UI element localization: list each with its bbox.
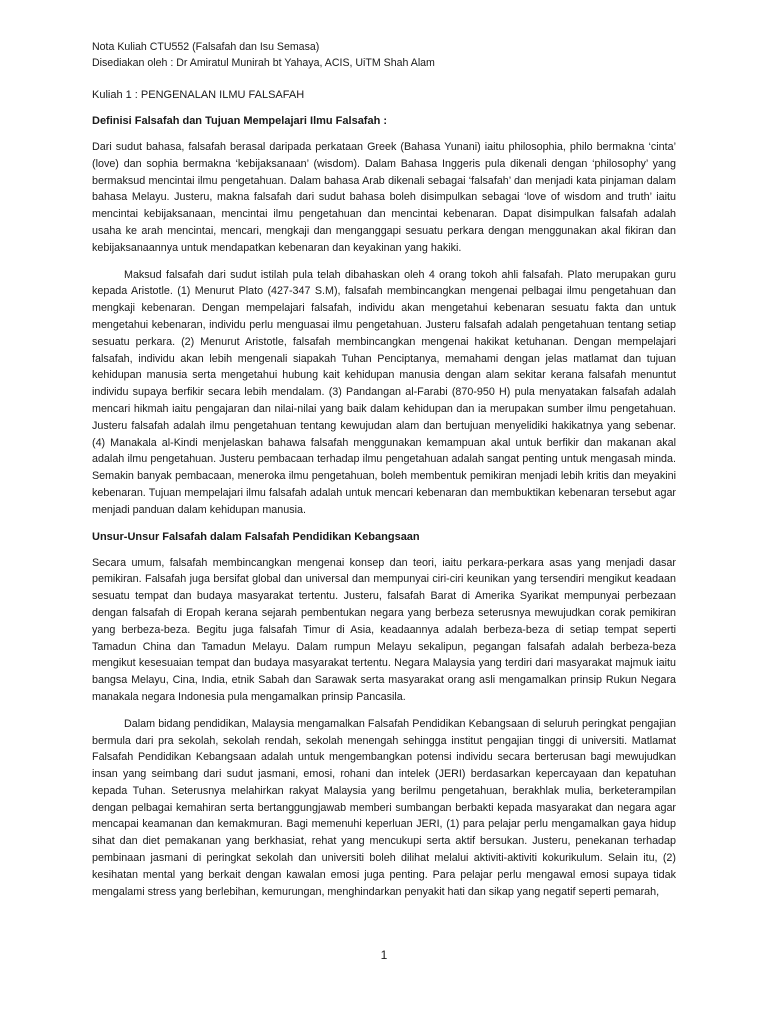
paragraph-definition-2: Maksud falsafah dari sudut istilah pula telah dibahaskan oleh 4 orang tokoh ahli falsafah. Plato merupakan guru kepada Aristotle. (1) Menurut Plato (427-347 S.M), falsafah membincangkan mengenai pelbagai ilmu pengetahuan dan mengkaji kebenaran. Dengan mempelajari falsafah, individu akan mengetahui kebenaran sesuatu fakta dan untuk mengetahui kebenaran, individu perlu menguasai ilmu pengetahuan. Justeru falsafah adalah pengetahuan tentang setiap sesuatu perkara. (2) Menurut Aristotle, falsafah membincangkan mengenai hakikat ketuhanan. Dengan mempelajari falsafah, individu akan lebih mengenali siapakah Tuhan Penciptanya, memahami dengan jelas matlamat dan tujuan kehidupan manusia serta mengetahui hubung kait kehidupan manusia dengan alam sekitar kerana falsafah menuntut individu supaya berfikir secara lebih mendalam. (3) Pandangan al-Farabi (870-950 H) pula menyatakan falsafah adalah mencari hikmah iaitu pengajaran dan nilai-nilai yang baik dalam kehidupan dan ia merupakan sumber ilmu pengetahuan. Justeru falsafah adalah ilmu pengetahuan tentang kewujudan alam dan bertujuan menyelidiki hakikatnya yang sebenar. (4) Manakala al-Kindi menjelaskan bahawa falsafah menggunakan kemampuan akal untuk berfikir dan makanan akal adalah ilmu pengetahuan. Justeru pembacaan terhadap ilmu pengetahuan adalah sangat penting untuk mengasah minda. Semakin banyak pembacaan, meneroka ilmu pengetahuan, boleh membentuk pemikiran menjadi lebih kritis dan meyakini kebenaran. Tujuan mempelajari ilmu falsafah adalah untuk mencari kebenaran dan membuktikan kebenaran tersebut agar menjadi panduan dalam kehidupan manusia.: [92, 268, 676, 516]
document-page: [92, 40, 676, 900]
section-heading-definition: Definisi Falsafah dan Tujuan Mempelajari Ilmu Falsafah :: [92, 115, 388, 127]
page-number: 1: [380, 948, 388, 962]
paragraph-definition-1: Dari sudut bahasa, falsafah berasal daripada perkataan Greek (Bahasa Yunani) iaitu philosophia, philo bermakna ‘cinta’ (love) dan sophia bermakna ‘kebijaksanaan’ (wisdom). Dalam Bahasa Inggeris pula dikenali dengan ‘philosophy’ yang bermaksud mencintai ilmu pengetahuan. Dalam bahasa Arab dikenali sebagai ‘falsafah’ dan menjadi kata pinjaman dalam bahasa Melayu. Justeru, makna falsafah dari sudut bahasa boleh disimpulkan sebagai ‘love of wisdom and truth’ iaitu mencintai kebijaksanaan, mencintai ilmu pengetahuan dan mencintai kebenaran. Dapat disimpulkan falsafah adalah usaha ke arah mencintai, mencari, mengkaji dan menganggapi sesuatu perkara dengan menggunakan akal fikiran dan kebijaksanaannya untuk mendapatkan kebenaran dan keyakinan yang hakiki.: [92, 141, 676, 254]
section-heading-elements: Unsur-Unsur Falsafah dalam Falsafah Pendidikan Kebangsaan: [92, 530, 420, 543]
lecture-title: Kuliah 1 : PENGENALAN ILMU FALSAFAH: [92, 89, 305, 101]
header-course-line: Nota Kuliah CTU552 (Falsafah dan Isu Semasa): [92, 41, 320, 53]
header-author-line: Disediakan oleh : Dr Amiratul Munirah bt Yahaya, ACIS, UiTM Shah Alam: [92, 56, 435, 69]
paragraph-elements-2: Dalam bidang pendidikan, Malaysia mengamalkan Falsafah Pendidikan Kebangsaan di seluruh peringkat pengajian bermula dari pra sekolah, sekolah rendah, sekolah menengah sehingga institut pengajian tinggi di universiti. Matlamat Falsafah Pendidikan Kebangsaan adalah untuk mengembangkan potensi individu secara berterusan bagi mewujudkan insan yang seimbang dari sudut jasmani, emosi, rohani dan intelek (JERI) berdasarkan kepercayaan dan kepatuhan kepada Tuhan. Seterusnya melahirkan rakyat Malaysia yang berilmu pengetahuan, berakhlak mulia, berketerampilan dengan pelbagai kemahiran serta bertanggungjawab memberi sumbangan berbakti kepada masyarakat dan negara agar mencapai keamanan dan kemakmuran. Bagi memenuhi keperluan JERI, (1) para pelajar perlu mengamalkan gaya hidup sihat dan diet pemakanan yang berkhasiat, rehat yang mencukupi serta aktif bersukan. Justeru, penekanan terhadap pembinaan jasmani di peringkat sekolah dan universiti boleh dilihat melalui aktiviti-aktiviti kokurikulum. Selain itu, (2) kesihatan mental yang berkait dengan kawalan emosi juga penting. Para pelajar perlu mengawal emosi supaya tidak mengalami stress yang berlebihan, kemurungan, menghindarkan penyakit hati dan sikap yang negatif seperti pemarah,: [92, 717, 676, 898]
paragraph-elements-1: Secara umum, falsafah membincangkan mengenai konsep dan teori, iaitu perkara-perkara asas yang menjadi dasar pemikiran. Falsafah juga bersifat global dan universal dan mempunyai ciri-ciri keunikan yang tersendiri mengikut keadaan sesuatu tempat dan budaya masyarakat tertentu. Justeru, falsafah Barat di Amerika Syarikat mempunyai perbezaan dengan falsafah di Eropah kerana sejarah pembentukan negara yang berbeza seterusnya mewujudkan corak pemikiran yang berbeza-beza. Begitu juga falsafah Timur di Asia, keadaannya adalah berbeza-beza di setiap tempat seperti Tamadun China dan Tamadun Melayu. Dalam rumpun Melayu sekalipun, pegangan falsafah adalah berbeza-beza mengikut kesesuaian tempat dan budaya masyarakat tertentu. Negara Malaysia yang terdiri dari masyarakat majmuk iaitu bangsa Melayu, Cina, India, etnik Sabah dan Sarawak serta masyarakat orang asli mengamalkan prinsip Rukun Negara manakala negara Indonesia pula mengamalkan prinsip Pancasila.: [92, 556, 676, 703]
